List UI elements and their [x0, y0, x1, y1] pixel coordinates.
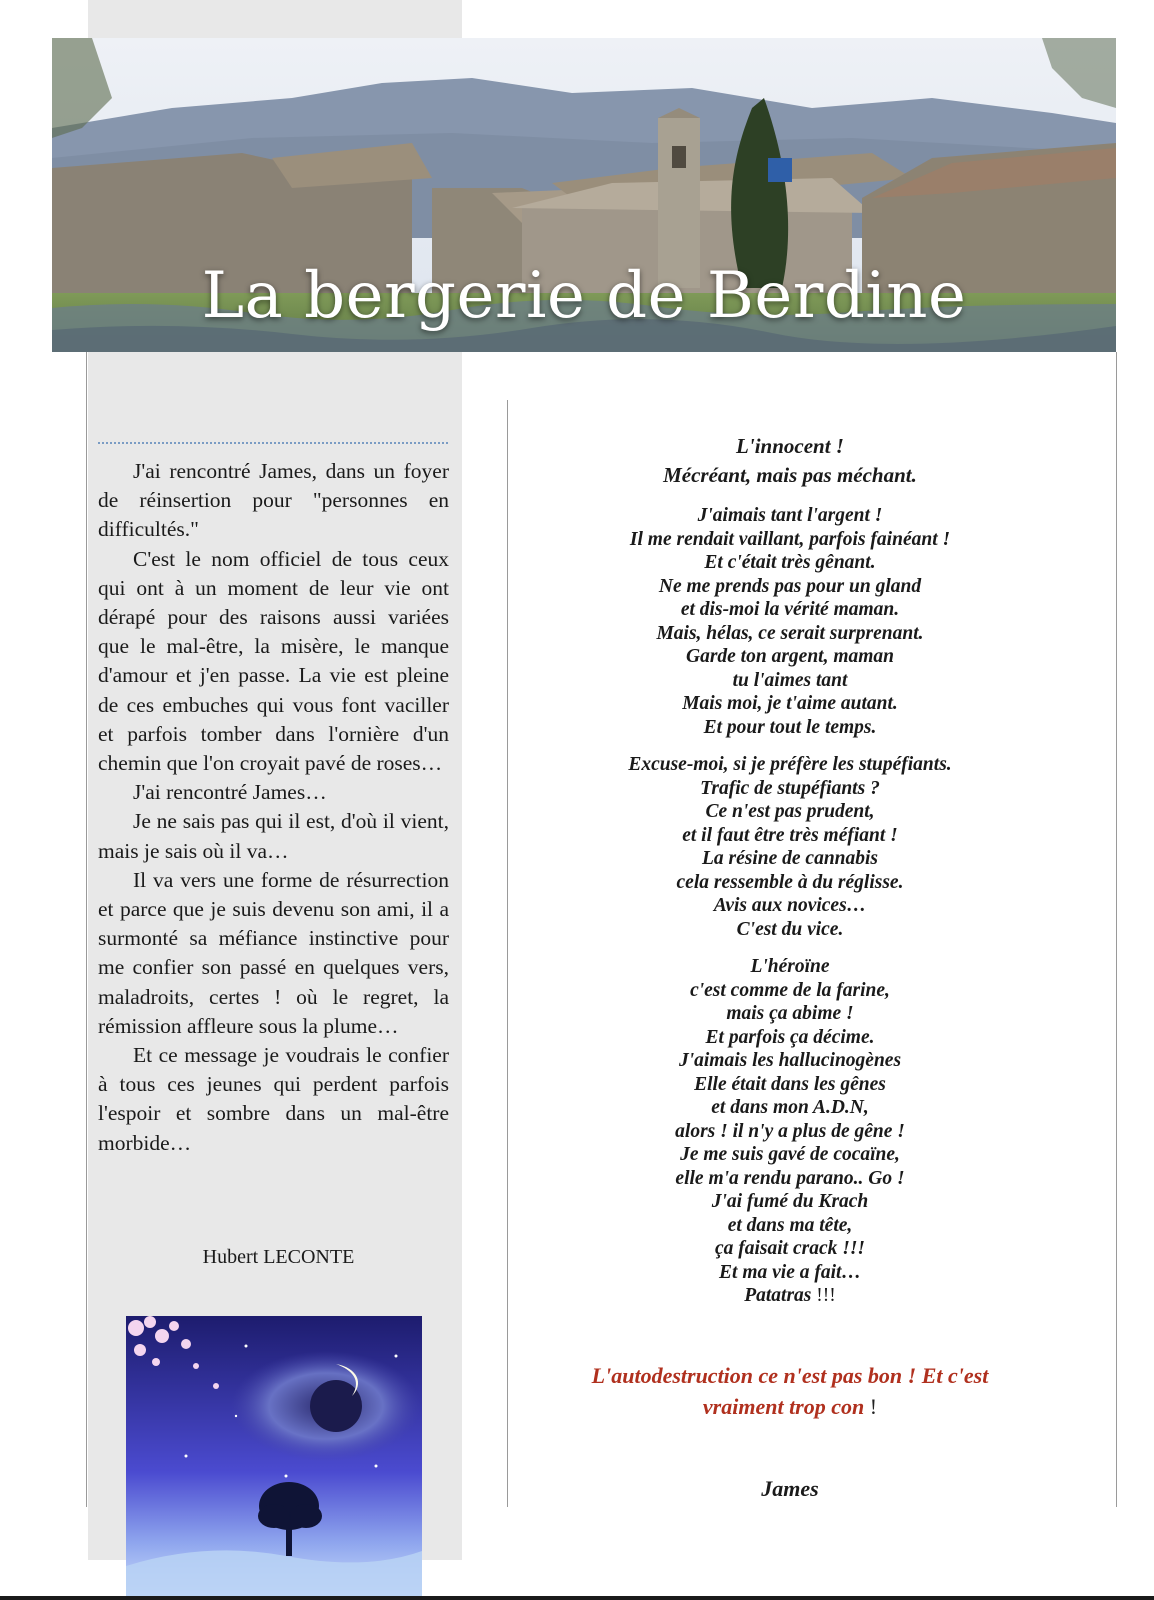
poem-line: Mais moi, je t'aime autant. [682, 693, 898, 714]
intro-paragraph: C'est le nom officiel de tous ceux qui ont à un moment de leur vie ont dérapé pour des raisons aussi variées que le mal-être, la misère, le manque d'amour et j'en passe. La vie est pleine de ces embuches qui vous font vaciller et parfois tomber dans l'ornière d'un chemin que l'on croyait pavé de roses… [98, 546, 449, 776]
poem-line: c'est comme de la farine, [690, 979, 890, 1001]
poem-line: Excuse-moi, si je préfère les stupéfiants. [628, 754, 952, 775]
poem-line: C'est du vice. [736, 918, 844, 940]
poem-line: Ne me prends pas pour un gland [658, 575, 922, 597]
poem-line: J'aimais les hallucinogènes [678, 1050, 902, 1071]
poem-line: et dans mon A.D.N, [711, 1097, 869, 1118]
poem-subtitle: Mécréant, mais pas méchant. [663, 463, 917, 487]
poem-line: L'héroïne [750, 956, 830, 977]
poem-line: La résine de cannabis [701, 848, 879, 869]
poem-line: alors ! il n'y a plus de gêne ! [675, 1120, 905, 1142]
poem-line: et dans ma tête, [727, 1214, 853, 1236]
poem-line: ça faisait crack !!! [714, 1238, 866, 1259]
intro-paragraph: Et ce message je voudrais le confier à tous ces jeunes qui perdent parfois l'espoir et sombre dans un mal-être morbide… [98, 1043, 449, 1155]
right-column-rule [1116, 352, 1117, 1507]
poem-last-marks: !!! [816, 1285, 836, 1306]
poem-line: J'aimais tant l'argent ! [697, 505, 883, 526]
poem-finale [560, 1360, 1020, 1422]
poem-line: Et c'était très gênant. [704, 552, 876, 573]
poem [560, 432, 1020, 1308]
poem-stanza-1 [560, 504, 1020, 739]
poem-line: Je me suis gavé de cocaïne, [680, 1144, 900, 1165]
poem-line: Et ma vie a fait… [719, 1261, 861, 1283]
poem-line: mais ça abime ! [726, 1003, 854, 1024]
poem-line: J'ai fumé du Krach [711, 1191, 869, 1212]
illustration [126, 1316, 422, 1600]
intro-signature: Hubert LECONTE [202, 1246, 355, 1268]
poem-line: Elle était dans les gênes [694, 1073, 886, 1095]
poem-line: Mais, hélas, ce serait surprenant. [656, 622, 924, 644]
banner-title: La bergerie de Berdine [201, 259, 967, 333]
finale-line: Et c'est vraiment trop con [702, 1363, 989, 1419]
intro-paragraph: J'ai rencontré James, dans un foyer de réinsertion pour "personnes en difficultés." [98, 459, 449, 542]
poem-stanza-3 [560, 955, 1020, 1308]
poem-title: L'innocent ! [736, 434, 844, 458]
poem-line: et dis-moi la vérité maman. [680, 599, 900, 620]
finale-line: ce n'est pas bon ! [758, 1363, 917, 1388]
poem-line: Et parfois ça décime. [705, 1026, 875, 1048]
poem-line: tu l'aimes tant [732, 669, 848, 691]
poem-line-last [560, 1284, 1020, 1308]
header-banner [52, 38, 1116, 352]
column-divider [507, 400, 508, 1507]
poem-line: et il faut être très méfiant ! [682, 824, 898, 846]
night-eye-tree-illustration-icon [126, 1316, 422, 1600]
poem-line: Et pour tout le temps. [703, 716, 877, 738]
bottom-rule [0, 1596, 1154, 1600]
poem-line: Avis aux novices… [713, 895, 867, 916]
finale-mark: ! [869, 1394, 878, 1419]
poem-last-word: Patatras [744, 1285, 812, 1306]
poem-title-block [560, 432, 1020, 490]
poem-line: cela ressemble à du réglisse. [676, 871, 904, 893]
finale-line: L'autodestruction [591, 1363, 754, 1388]
poem-line: Ce n'est pas prudent, [705, 801, 875, 822]
poem-line: Garde ton argent, maman [685, 646, 895, 667]
poem-signature: James [761, 1476, 819, 1501]
intro-text [98, 457, 449, 1158]
poem-line: Il me rendait vaillant, parfois fainéant ! [629, 528, 951, 550]
intro-paragraph: Je ne sais pas qui il est, d'où il vient, mais je sais où il va… [98, 809, 449, 863]
poem-stanza-2 [560, 753, 1020, 941]
intro-paragraph: J'ai rencontré James… [133, 780, 327, 805]
poem-line: elle m'a rendu parano.. Go ! [675, 1167, 905, 1189]
poem-line: Trafic de stupéfiants ? [700, 777, 880, 799]
intro-paragraph: Il va vers une forme de résurrection et parce que je suis devenu son ami, il a surmonté sa méfiance instinctive pour me confier son passé en quelques vers, maladroits, certes ! où le regret, la rémission affleure sous la plume… [98, 867, 449, 1038]
left-column-rule [86, 352, 87, 1507]
dotted-separator [98, 442, 448, 444]
